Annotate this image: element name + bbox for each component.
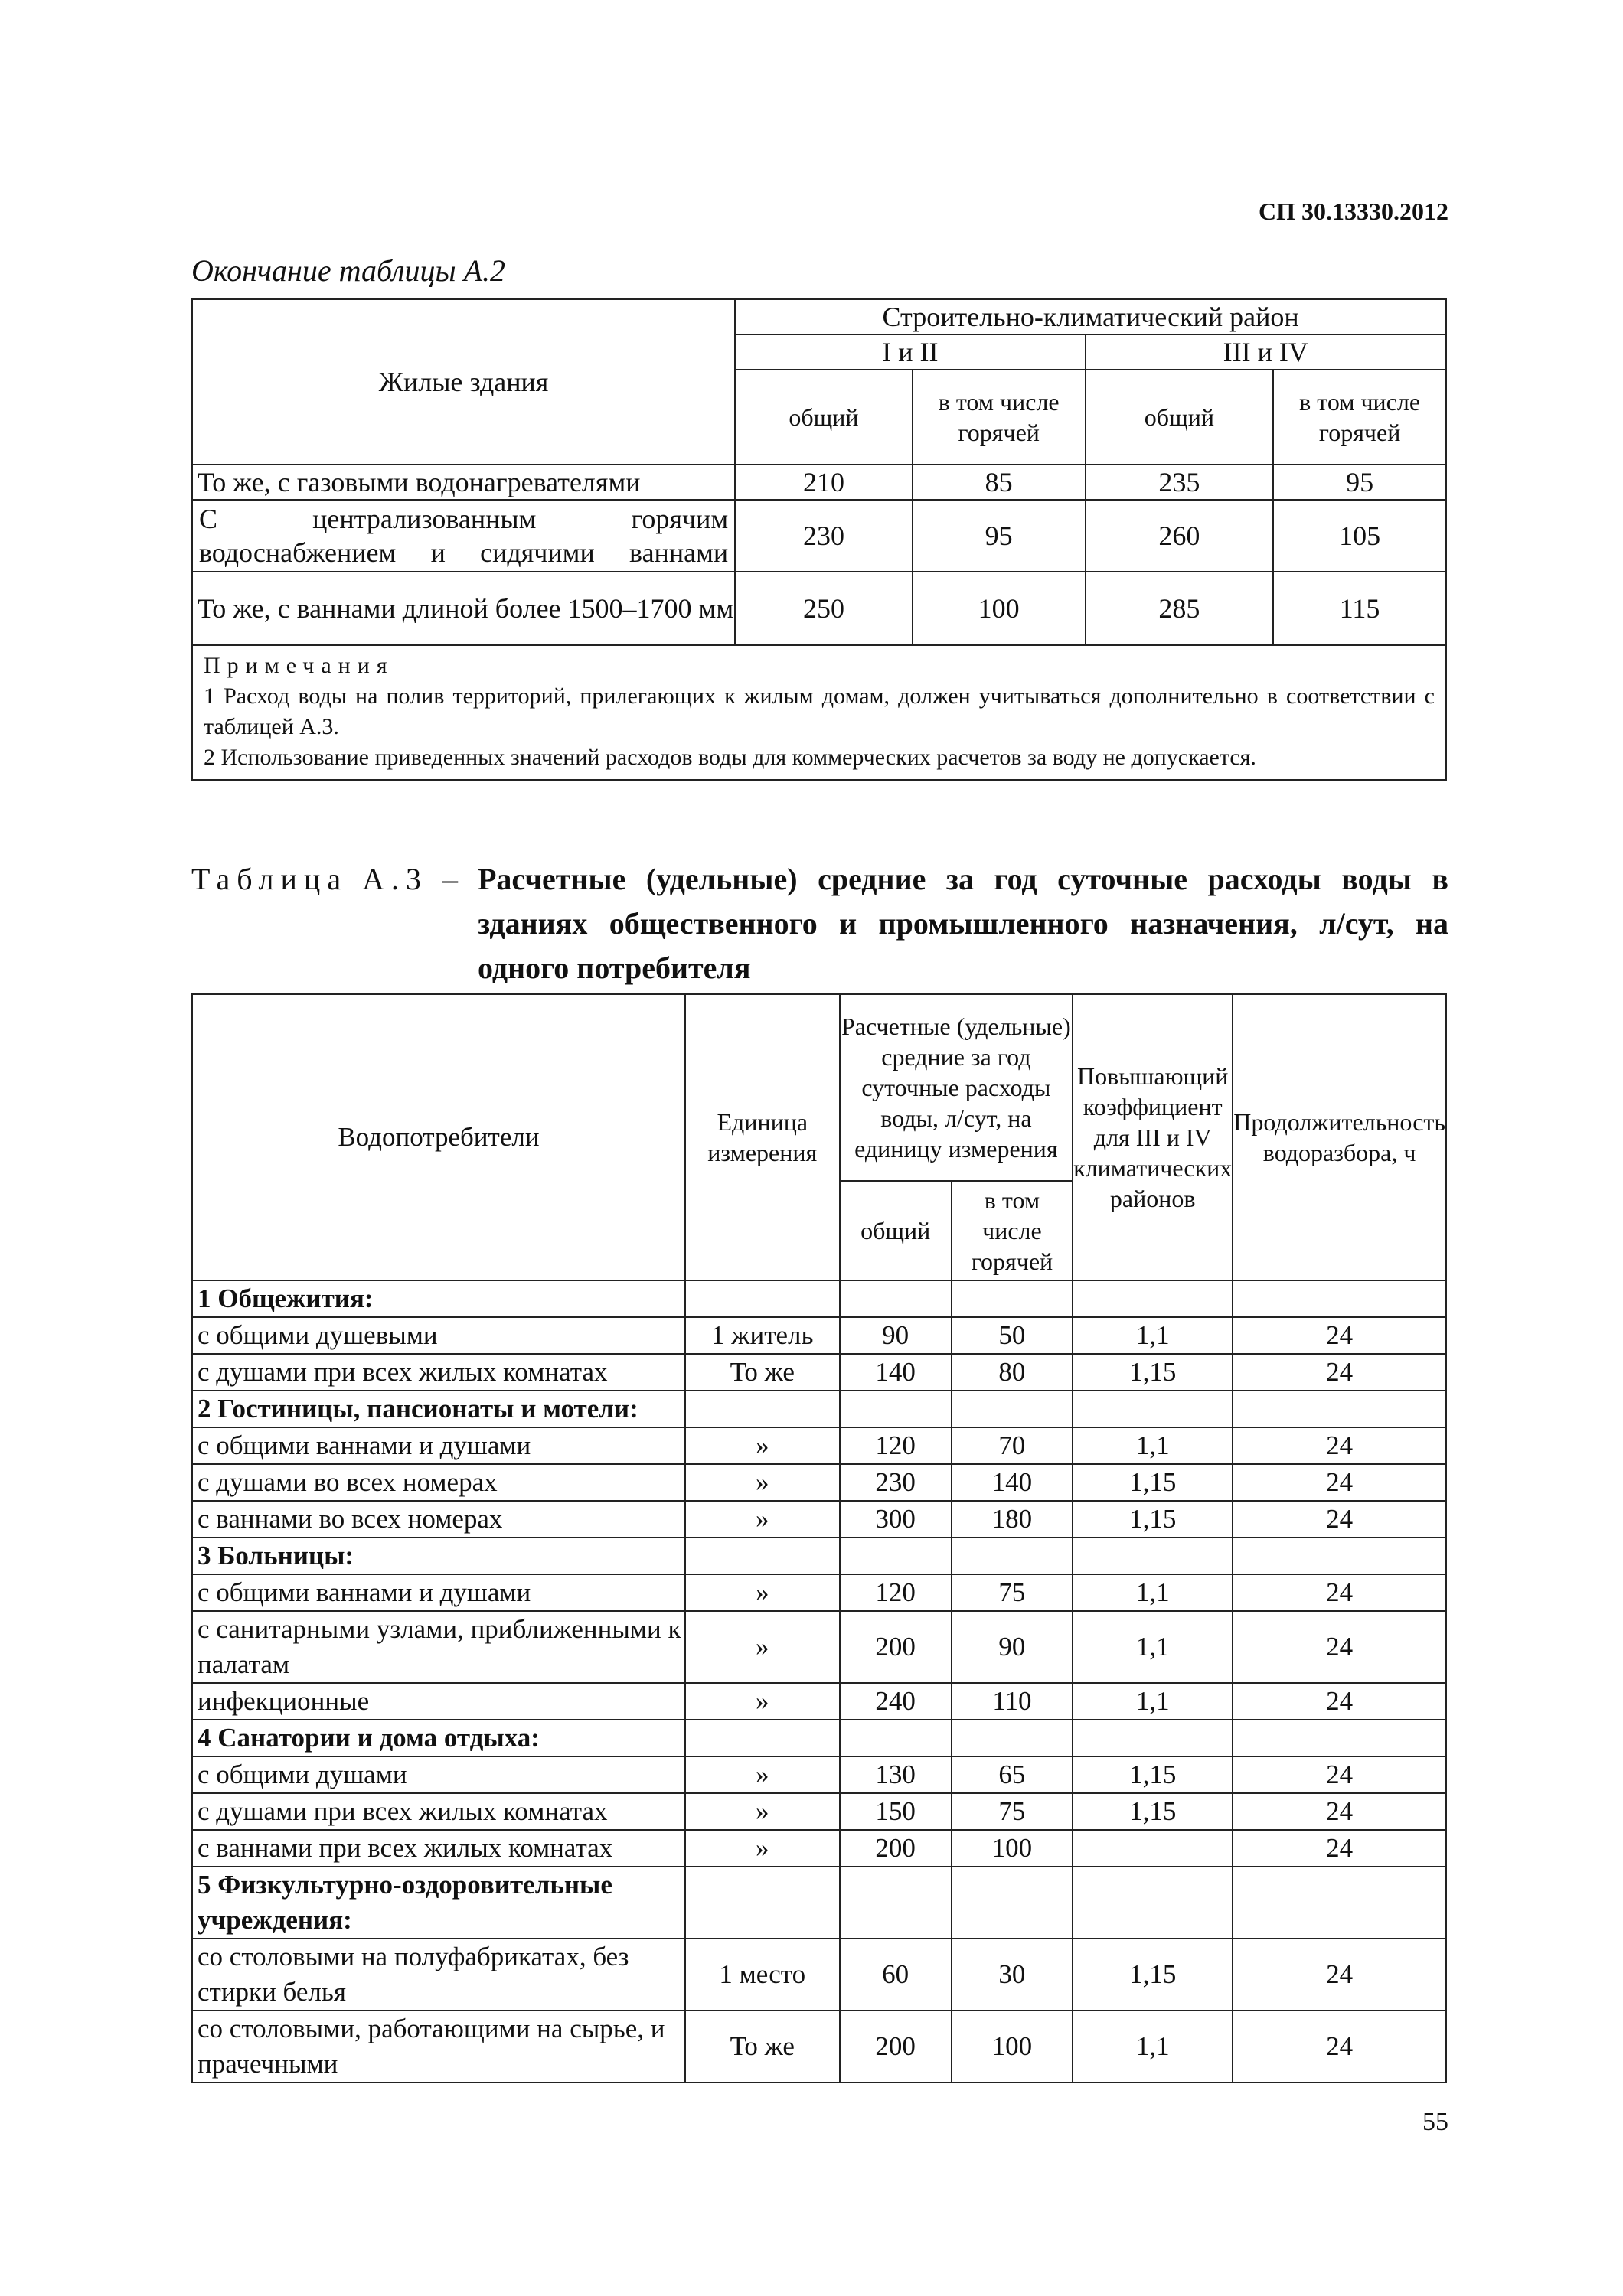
table-row [192,1830,1446,1867]
cell-unit: » [685,1464,840,1501]
cell-unit: » [685,1683,840,1720]
table-row [192,1939,1446,2011]
cell-unit: » [685,1427,840,1464]
cell-coefficient: 1,1 [1073,1611,1233,1683]
cell-value: 115 [1273,572,1446,645]
table-a3-title: Расчетные (удельные) средние за год суточные расходы воды в зданиях общественного и промышленного назначения, л/сут, на одного потребителя [478,862,1448,985]
table-a3-label: Таблица А.3 – [191,862,465,896]
empty-cell [840,1391,952,1427]
col-header-residential: Жилые здания [192,299,735,465]
empty-cell [952,1720,1073,1756]
cell-total: 200 [840,1830,952,1867]
empty-cell [685,1867,840,1939]
cell-total: 120 [840,1574,952,1611]
row-label: с общими ваннами и душами [192,1574,685,1611]
table-row [192,1756,1446,1793]
cell-duration: 24 [1233,1501,1446,1538]
empty-cell [840,1538,952,1574]
cell-unit: » [685,1574,840,1611]
group-title: 4 Санатории и дома отдыха: [192,1720,685,1756]
table-row [192,1611,1446,1683]
cell-coefficient: 1,15 [1073,1793,1233,1830]
cell-coefficient: 1,1 [1073,1427,1233,1464]
col-header-hot: в том числе горячей [913,370,1086,465]
table-row [192,465,1446,500]
row-label: со столовыми на полуфабрикатах, без стирки белья [192,1939,685,2011]
row-label: То же, с ваннами длиной более 1500–1700 мм [192,572,735,645]
empty-cell [1073,1391,1233,1427]
cell-coefficient: 1,1 [1073,1683,1233,1720]
cell-unit: 1 место [685,1939,840,2011]
empty-cell [952,1867,1073,1939]
col-header-zone-1-2: I и II [735,334,1085,370]
cell-hot: 75 [952,1574,1073,1611]
cell-hot: 80 [952,1354,1073,1391]
cell-value: 105 [1273,500,1446,572]
cell-duration: 24 [1233,1427,1446,1464]
empty-cell [685,1720,840,1756]
cell-value: 250 [735,572,913,645]
cell-value: 260 [1086,500,1274,572]
cell-hot: 100 [952,2011,1073,2082]
cell-total: 230 [840,1464,952,1501]
cell-duration: 24 [1233,1830,1446,1867]
table-row [192,1427,1446,1464]
cell-coefficient: 1,1 [1073,2011,1233,2082]
cell-hot: 70 [952,1427,1073,1464]
col-header-total: общий [735,370,913,465]
empty-cell [685,1280,840,1317]
cell-hot: 75 [952,1793,1073,1830]
cell-duration: 24 [1233,1574,1446,1611]
col-header-region: Строительно-климатический район [735,299,1446,334]
table-row [192,500,1446,572]
group-title: 3 Больницы: [192,1538,685,1574]
table-row [192,1793,1446,1830]
group-title: 2 Гостиницы, пансионаты и мотели: [192,1391,685,1427]
cell-value: 95 [1273,465,1446,500]
empty-cell [1233,1280,1446,1317]
group-row [192,1538,1446,1574]
cell-value: 95 [913,500,1086,572]
cell-total: 90 [840,1317,952,1354]
group-title: 5 Физкультурно-оздоровительные учреждения: [192,1867,685,1939]
table-row [192,1574,1446,1611]
table-continuation-caption: Окончание таблицы А.2 [191,253,506,288]
cell-total: 150 [840,1793,952,1830]
cell-duration: 24 [1233,1464,1446,1501]
row-label: с общими душевыми [192,1317,685,1354]
document-code: СП 30.13330.2012 [1259,197,1448,225]
row-label: То же, с газовыми водонагревателями [192,465,735,500]
cell-value: 100 [913,572,1086,645]
cell-value: 210 [735,465,913,500]
row-label: с душами при всех жилых комнатах [192,1354,685,1391]
col-header-zone-3-4: III и IV [1086,334,1446,370]
cell-unit: » [685,1830,840,1867]
col-header-coefficient: Повышающий коэффициент для III и IV климатических районов [1073,994,1233,1280]
table-a2-end [191,298,1447,781]
empty-cell [952,1280,1073,1317]
empty-cell [1073,1867,1233,1939]
note-item: 2 Использование приведенных значений расходов воды для коммерческих расчетов за воду не допускается. [204,745,1256,770]
cell-duration: 24 [1233,2011,1446,2082]
row-label: с душами во всех номерах [192,1464,685,1501]
cell-coefficient: 1,1 [1073,1317,1233,1354]
empty-cell [840,1720,952,1756]
cell-duration: 24 [1233,1317,1446,1354]
empty-cell [952,1391,1073,1427]
table-row [192,572,1446,645]
cell-hot: 140 [952,1464,1073,1501]
note-item: 1 Расход воды на полив территорий, прилегающих к жилым домам, должен учитываться дополнительно в соответствии с таблицей А.3. [204,683,1435,739]
cell-value: 85 [913,465,1086,500]
cell-total: 60 [840,1939,952,2011]
empty-cell [1073,1720,1233,1756]
col-header-total: общий [1086,370,1274,465]
empty-cell [840,1280,952,1317]
col-header-hot: в том числе горячей [1273,370,1446,465]
empty-cell [685,1391,840,1427]
notes-title: Примечания [204,653,394,678]
table-row [192,1464,1446,1501]
page-number: 55 [1422,2108,1448,2136]
cell-duration: 24 [1233,1793,1446,1830]
row-label: с общими ваннами и душами [192,1427,685,1464]
cell-hot: 90 [952,1611,1073,1683]
col-header-unit: Единица измерения [685,994,840,1280]
row-label: со столовыми, работающими на сырье, и прачечными [192,2011,685,2082]
cell-unit: » [685,1793,840,1830]
cell-duration: 24 [1233,1939,1446,2011]
cell-hot: 65 [952,1756,1073,1793]
cell-unit: 1 житель [685,1317,840,1354]
cell-total: 300 [840,1501,952,1538]
cell-coefficient: 1,15 [1073,1354,1233,1391]
cell-total: 140 [840,1354,952,1391]
cell-hot: 180 [952,1501,1073,1538]
table-row [192,2011,1446,2082]
cell-total: 130 [840,1756,952,1793]
col-header-duration: Продолжительность водоразбора, ч [1233,994,1446,1280]
cell-hot: 30 [952,1939,1073,2011]
empty-cell [685,1538,840,1574]
cell-value: 235 [1086,465,1274,500]
group-row [192,1391,1446,1427]
group-row [192,1867,1446,1939]
empty-cell [1073,1280,1233,1317]
cell-total: 240 [840,1683,952,1720]
cell-total: 200 [840,2011,952,2082]
empty-cell [1233,1538,1446,1574]
cell-coefficient: 1,15 [1073,1464,1233,1501]
cell-hot: 100 [952,1830,1073,1867]
cell-duration: 24 [1233,1756,1446,1793]
empty-cell [1073,1538,1233,1574]
cell-value: 230 [735,500,913,572]
cell-value: 285 [1086,572,1274,645]
row-label: с ваннами во всех номерах [192,1501,685,1538]
col-header-consumers: Водопотребители [192,994,685,1280]
table-a3 [191,993,1447,2083]
cell-hot: 110 [952,1683,1073,1720]
group-row [192,1720,1446,1756]
cell-unit: » [685,1501,840,1538]
row-label: инфекционные [192,1683,685,1720]
table-row [192,1501,1446,1538]
cell-duration: 24 [1233,1611,1446,1683]
col-header-rates: Расчетные (удельные) средние за год суточные расходы воды, л/сут, на единицу измерения [840,994,1073,1181]
cell-coefficient: 1,15 [1073,1501,1233,1538]
group-row [192,1280,1446,1317]
group-title: 1 Общежития: [192,1280,685,1317]
table-row [192,1317,1446,1354]
cell-coefficient: 1,1 [1073,1574,1233,1611]
empty-cell [952,1538,1073,1574]
cell-unit: » [685,1611,840,1683]
cell-coefficient [1073,1830,1233,1867]
cell-total: 120 [840,1427,952,1464]
cell-coefficient: 1,15 [1073,1939,1233,2011]
cell-hot: 50 [952,1317,1073,1354]
cell-coefficient: 1,15 [1073,1756,1233,1793]
table-row [192,1354,1446,1391]
notes-block [192,645,1446,780]
cell-unit: То же [685,2011,840,2082]
cell-unit: То же [685,1354,840,1391]
empty-cell [1233,1867,1446,1939]
col-header-total: общий [840,1181,952,1280]
cell-unit: » [685,1756,840,1793]
col-header-hot: в том числе горячей [952,1181,1073,1280]
row-label: с санитарными узлами, приближенными к палатам [192,1611,685,1683]
row-label: с душами при всех жилых комнатах [192,1793,685,1830]
cell-duration: 24 [1233,1683,1446,1720]
empty-cell [1233,1720,1446,1756]
empty-cell [1233,1391,1446,1427]
cell-total: 200 [840,1611,952,1683]
empty-cell [840,1867,952,1939]
cell-duration: 24 [1233,1354,1446,1391]
table-row [192,1683,1446,1720]
row-label: С централизованным горячим водоснабжением и сидячими ваннами [192,500,735,572]
row-label: с ваннами при всех жилых комнатах [192,1830,685,1867]
row-label: с общими душами [192,1756,685,1793]
